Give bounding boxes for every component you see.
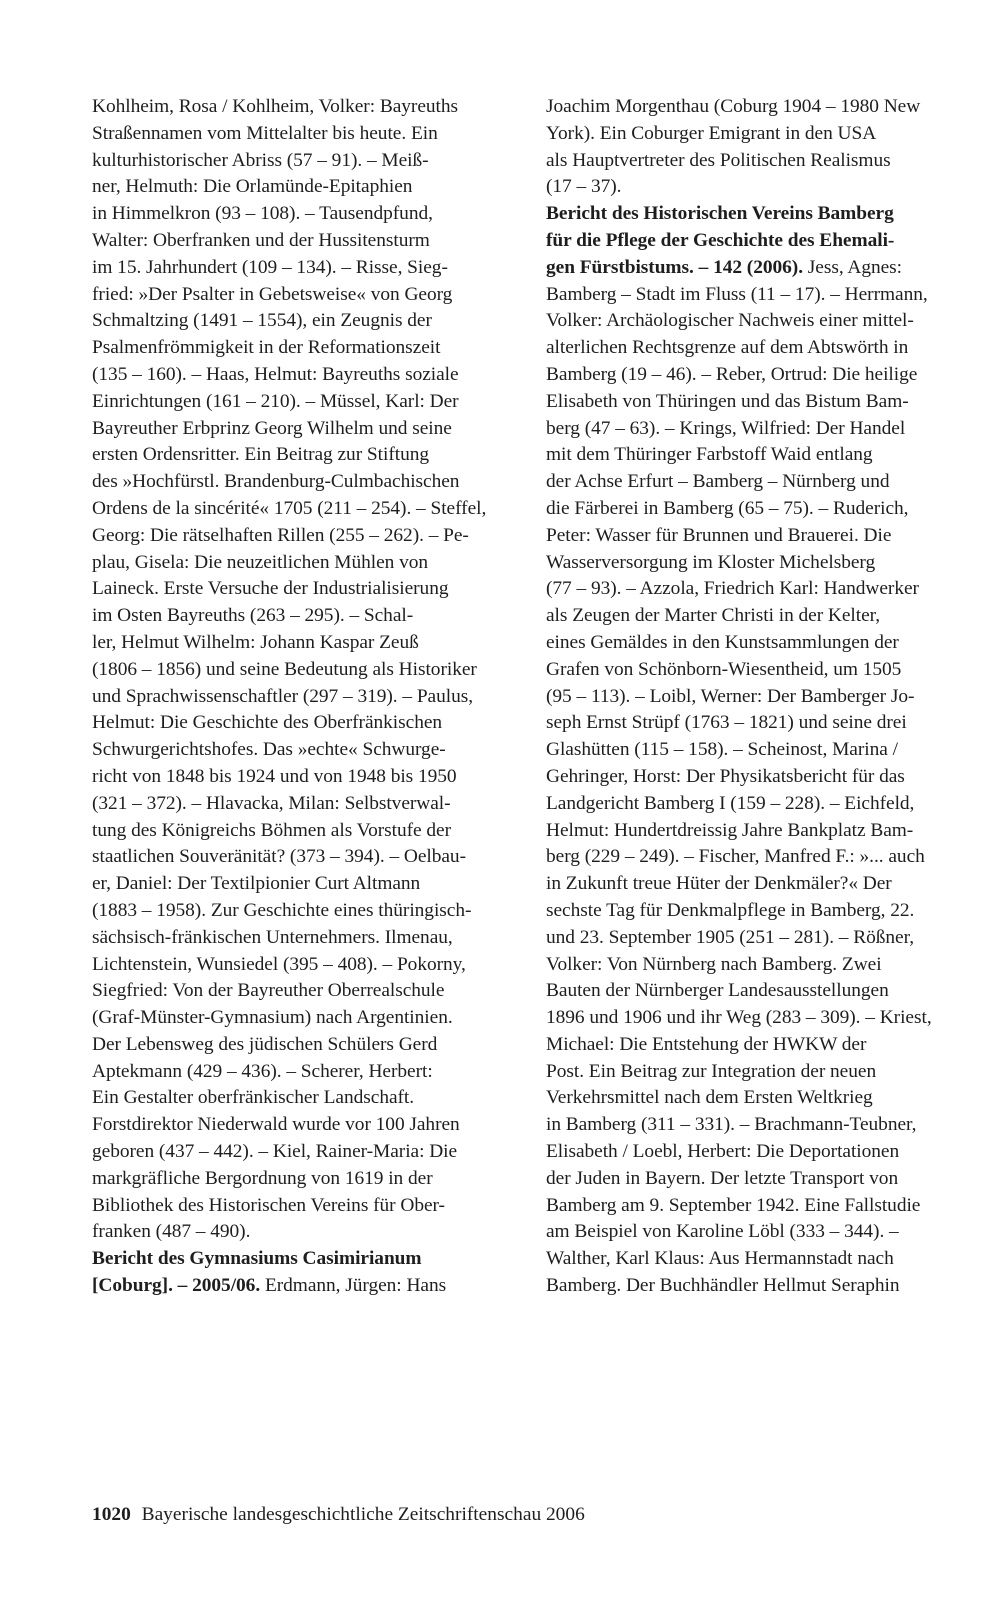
text-line [546, 952, 966, 979]
body-text: am Beispiel von Karoline Löbl (333 – 344). – [546, 1221, 899, 1243]
text-line [546, 94, 966, 121]
running-title: Bayerische landesgeschichtliche Zeitschriftenschau 2006 [141, 1504, 585, 1525]
body-text: Einrichtungen (161 – 210). – Müssel, Karl: Der [92, 390, 459, 412]
body-text: seph Ernst Strüpf (1763 – 1821) und seine drei [546, 712, 907, 734]
text-line [546, 1219, 966, 1246]
text-line [92, 148, 512, 175]
text-line [92, 791, 512, 818]
text-line [546, 818, 966, 845]
body-text: staatlichen Souveränität? (373 – 394). – Oelbau- [92, 846, 466, 868]
body-text: Volker: Archäologischer Nachweis einer mittel- [546, 310, 914, 332]
body-text: fried: »Der Psalter in Gebetsweise« von Georg [92, 283, 453, 305]
body-text: Grafen von Schönborn-Wiesentheid, um 1505 [546, 658, 902, 680]
text-line [92, 1166, 512, 1193]
text-line [546, 871, 966, 898]
text-line [92, 737, 512, 764]
text-line [92, 1005, 512, 1032]
text-line [546, 148, 966, 175]
body-text: Schmaltzing (1491 – 1554), ein Zeugnis der [92, 310, 432, 332]
body-text: geboren (437 – 442). – Kiel, Rainer-Maria: Die [92, 1141, 458, 1163]
text-line [546, 710, 966, 737]
text-line [92, 1219, 512, 1246]
body-text: ler, Helmut Wilhelm: Johann Kaspar Zeuß [92, 631, 419, 653]
text-line [546, 925, 966, 952]
body-text: Helmut: Hundertdreissig Jahre Bankplatz Bam- [546, 819, 914, 841]
body-text: (77 – 93). – Azzola, Friedrich Karl: Handwerker [546, 578, 919, 600]
text-line [92, 1085, 512, 1112]
body-text: York). Ein Coburger Emigrant in den USA [546, 122, 877, 144]
text-line [546, 1085, 966, 1112]
text-line [546, 523, 966, 550]
body-text: 1896 und 1906 und ihr Weg (283 – 309). – Kriest, [546, 1007, 932, 1029]
text-line [92, 952, 512, 979]
text-line [92, 1112, 512, 1139]
text-line [546, 1273, 966, 1300]
text-line [92, 94, 512, 121]
page-number: 1020 [92, 1504, 131, 1525]
text-line [546, 684, 966, 711]
body-text: Michael: Die Entstehung der HWKW der [546, 1033, 867, 1055]
body-text: und Sprachwissenschaftler (297 – 319). – Paulus, [92, 685, 474, 707]
body-text: Bibliothek des Historischen Vereins für Ober- [92, 1194, 445, 1216]
text-line [546, 550, 966, 577]
body-text: Volker: Von Nürnberg nach Bamberg. Zwei [546, 953, 882, 975]
body-text: in Himmelkron (93 – 108). – Tausendpfund, [92, 203, 433, 225]
text-line [92, 630, 512, 657]
text-line [546, 201, 966, 228]
body-text: Landgericht Bamberg I (159 – 228). – Eichfeld, [546, 792, 915, 814]
text-line [546, 576, 966, 603]
text-line [92, 1246, 512, 1273]
body-text: (95 – 113). – Loibl, Werner: Der Bamberger Jo- [546, 685, 915, 707]
body-text: Elisabeth / Loebl, Herbert: Die Deportationen [546, 1141, 900, 1163]
text-line [92, 442, 512, 469]
text-line [92, 523, 512, 550]
text-line [546, 1166, 966, 1193]
body-text: Georg: Die rätselhaften Rillen (255 – 262). – Pe- [92, 524, 469, 546]
text-line [546, 389, 966, 416]
text-line [92, 255, 512, 282]
body-text: (1806 – 1856) und seine Bedeutung als Historiker [92, 658, 477, 680]
body-text: in Zukunft treue Hüter der Denkmäler?« Der [546, 873, 892, 895]
body-text: der Achse Erfurt – Bamberg – Nürnberg und [546, 471, 890, 493]
text-line [546, 603, 966, 630]
body-text: plau, Gisela: Die neuzeitlichen Mühlen von [92, 551, 429, 573]
text-line [92, 710, 512, 737]
body-text: der Juden in Bayern. Der letzte Transport von [546, 1167, 899, 1189]
text-line [92, 1059, 512, 1086]
text-line [92, 308, 512, 335]
text-line [92, 469, 512, 496]
body-text: franken (487 – 490). [92, 1221, 251, 1243]
body-text: mit dem Thüringer Farbstoff Waid entlang [546, 444, 873, 466]
text-line [92, 764, 512, 791]
text-line [546, 469, 966, 496]
body-text: Post. Ein Beitrag zur Integration der neuen [546, 1060, 877, 1082]
body-text: Bamberg (19 – 46). – Reber, Ortrud: Die heilige [546, 363, 918, 385]
text-line [546, 174, 966, 201]
text-line [546, 362, 966, 389]
page-footer [92, 1502, 585, 1528]
body-text: (17 – 37). [546, 176, 622, 198]
body-text: Forstdirektor Niederwald wurde vor 100 Jahren [92, 1114, 460, 1136]
body-text: Psalmenfrömmigkeit in der Reformationszeit [92, 337, 441, 359]
text-line [92, 228, 512, 255]
body-text: Gehringer, Horst: Der Physikatsbericht für das [546, 765, 905, 787]
text-line [546, 844, 966, 871]
bold-heading-text: gen Fürstbistums. – 142 (2006). [546, 256, 803, 278]
body-text: er, Daniel: Der Textilpionier Curt Altmann [92, 873, 421, 895]
body-text: und 23. September 1905 (251 – 281). – Rößner, [546, 926, 915, 948]
text-line [92, 978, 512, 1005]
body-text: sechste Tag für Denkmalpflege in Bamberg, 22. [546, 899, 915, 921]
body-text: ersten Ordensritter. Ein Beitrag zur Stiftung [92, 444, 430, 466]
body-text: Straßennamen vom Mittelalter bis heute. Ein [92, 122, 438, 144]
body-text: (1883 – 1958). Zur Geschichte eines thüringisch- [92, 899, 472, 921]
text-line [546, 764, 966, 791]
text-line [92, 550, 512, 577]
text-line [92, 335, 512, 362]
body-text: Laineck. Erste Versuche der Industrialisierung [92, 578, 449, 600]
text-line [92, 844, 512, 871]
body-text: (Graf-Münster-Gymnasium) nach Argentinien. [92, 1007, 453, 1029]
body-text: Wasserversorgung im Kloster Michelsberg [546, 551, 876, 573]
text-line [546, 898, 966, 925]
body-text: (321 – 372). – Hlavacka, Milan: Selbstverwal- [92, 792, 451, 814]
text-line [546, 255, 966, 282]
text-line [546, 496, 966, 523]
text-line [546, 228, 966, 255]
text-line [92, 1273, 512, 1300]
text-line [546, 1139, 966, 1166]
text-line [546, 308, 966, 335]
text-line [92, 1032, 512, 1059]
body-text: Aptekmann (429 – 436). – Scherer, Herbert: [92, 1060, 433, 1082]
text-line [92, 174, 512, 201]
text-line [92, 389, 512, 416]
text-line [92, 603, 512, 630]
text-line [546, 791, 966, 818]
body-text: Kohlheim, Rosa / Kohlheim, Volker: Bayreuths [92, 96, 459, 117]
text-line [92, 898, 512, 925]
body-text: Erdmann, Jürgen: Hans [260, 1275, 447, 1297]
body-text: Walter: Oberfranken und der Hussitensturm [92, 229, 430, 251]
text-line [92, 496, 512, 523]
body-text: Bamberg am 9. September 1942. Eine Fallstudie [546, 1194, 921, 1216]
body-text: Ein Gestalter oberfränkischer Landschaft. [92, 1087, 415, 1109]
body-text: eines Gemäldes in den Kunstsammlungen der [546, 631, 899, 653]
text-line [92, 576, 512, 603]
text-line [92, 282, 512, 309]
text-line [546, 1032, 966, 1059]
text-line [92, 1139, 512, 1166]
body-text: Bauten der Nürnberger Landesausstellungen [546, 980, 889, 1002]
body-text: Peter: Wasser für Brunnen und Brauerei. Die [546, 524, 892, 546]
text-line [92, 201, 512, 228]
body-text: Schwurgerichtshofes. Das »echte« Schwurge- [92, 739, 446, 761]
body-text: Joachim Morgenthau (Coburg 1904 – 1980 New [546, 96, 921, 117]
text-line [546, 1193, 966, 1220]
body-text: tung des Königreichs Böhmen als Vorstufe der [92, 819, 451, 841]
text-line [546, 1059, 966, 1086]
text-line [546, 737, 966, 764]
right-column [546, 94, 966, 1300]
text-line [546, 335, 966, 362]
body-text: Lichtenstein, Wunsiedel (395 – 408). – Pokorny, [92, 953, 466, 975]
body-text: berg (47 – 63). – Krings, Wilfried: Der Handel [546, 417, 906, 439]
bold-heading-text: [Coburg]. – 2005/06. [92, 1275, 261, 1297]
text-line [546, 630, 966, 657]
text-line [546, 442, 966, 469]
text-line [546, 1246, 966, 1273]
body-text: Glashütten (115 – 158). – Scheinost, Marina / [546, 739, 898, 761]
bold-heading-text: für die Pflege der Geschichte des Ehemali- [546, 229, 895, 251]
text-line [92, 871, 512, 898]
body-text: sächsisch-fränkischen Unternehmers. Ilmenau, [92, 926, 453, 948]
body-text: Verkehrsmittel nach dem Ersten Weltkrieg [546, 1087, 873, 1109]
text-line [92, 416, 512, 443]
text-line [92, 362, 512, 389]
body-text: Der Lebensweg des jüdischen Schülers Gerd [92, 1033, 438, 1055]
text-line [546, 1112, 966, 1139]
body-text: in Bamberg (311 – 331). – Brachmann-Teubner, [546, 1114, 917, 1136]
body-text: Jess, Agnes: [803, 256, 903, 278]
text-line [546, 121, 966, 148]
text-line [546, 978, 966, 1005]
bold-heading-text: Bericht des Gymnasiums Casimirianum [92, 1248, 422, 1270]
text-line [546, 282, 966, 309]
text-line [92, 657, 512, 684]
body-text: Helmut: Die Geschichte des Oberfränkischen [92, 712, 443, 734]
text-line [92, 121, 512, 148]
text-line [546, 416, 966, 443]
text-line [546, 1005, 966, 1032]
body-text: markgräfliche Bergordnung von 1619 in der [92, 1167, 433, 1189]
body-text: kulturhistorischer Abriss (57 – 91). – Meiß- [92, 149, 429, 171]
text-line [92, 818, 512, 845]
body-text: im Osten Bayreuths (263 – 295). – Schal- [92, 605, 414, 627]
body-text: als Hauptvertreter des Politischen Realismus [546, 149, 891, 171]
text-line [546, 657, 966, 684]
body-text: Bamberg. Der Buchhändler Hellmut Seraphin [546, 1275, 900, 1297]
body-text: (135 – 160). – Haas, Helmut: Bayreuths soziale [92, 363, 459, 385]
body-text: richt von 1848 bis 1924 und von 1948 bis 1950 [92, 765, 457, 787]
body-text: Ordens de la sincérité« 1705 (211 – 254). – Steffel, [92, 497, 487, 519]
text-line [92, 1193, 512, 1220]
body-text: im 15. Jahrhundert (109 – 134). – Risse, Sieg- [92, 256, 448, 278]
body-text: Siegfried: Von der Bayreuther Oberrealschule [92, 980, 445, 1002]
body-text: die Färberei in Bamberg (65 – 75). – Ruderich, [546, 497, 909, 519]
body-text: Bayreuther Erbprinz Georg Wilhelm und seine [92, 417, 452, 439]
body-text: Elisabeth von Thüringen und das Bistum Bam- [546, 390, 909, 412]
body-text: ner, Helmuth: Die Orlamünde-Epitaphien [92, 176, 413, 198]
bold-heading-text: Bericht des Historischen Vereins Bamberg [546, 203, 894, 225]
text-line [92, 684, 512, 711]
body-text: des »Hochfürstl. Brandenburg-Culmbachischen [92, 471, 460, 493]
left-column [92, 94, 512, 1300]
body-text: alterlichen Rechtsgrenze auf dem Abtswörth in [546, 337, 909, 359]
body-text: Bamberg – Stadt im Fluss (11 – 17). – Herrmann, [546, 283, 928, 305]
text-line [92, 925, 512, 952]
body-text: Walther, Karl Klaus: Aus Hermannstadt nach [546, 1248, 894, 1270]
body-text: berg (229 – 249). – Fischer, Manfred F.: »... auch [546, 846, 925, 868]
body-text: als Zeugen der Marter Christi in der Kelter, [546, 605, 881, 627]
